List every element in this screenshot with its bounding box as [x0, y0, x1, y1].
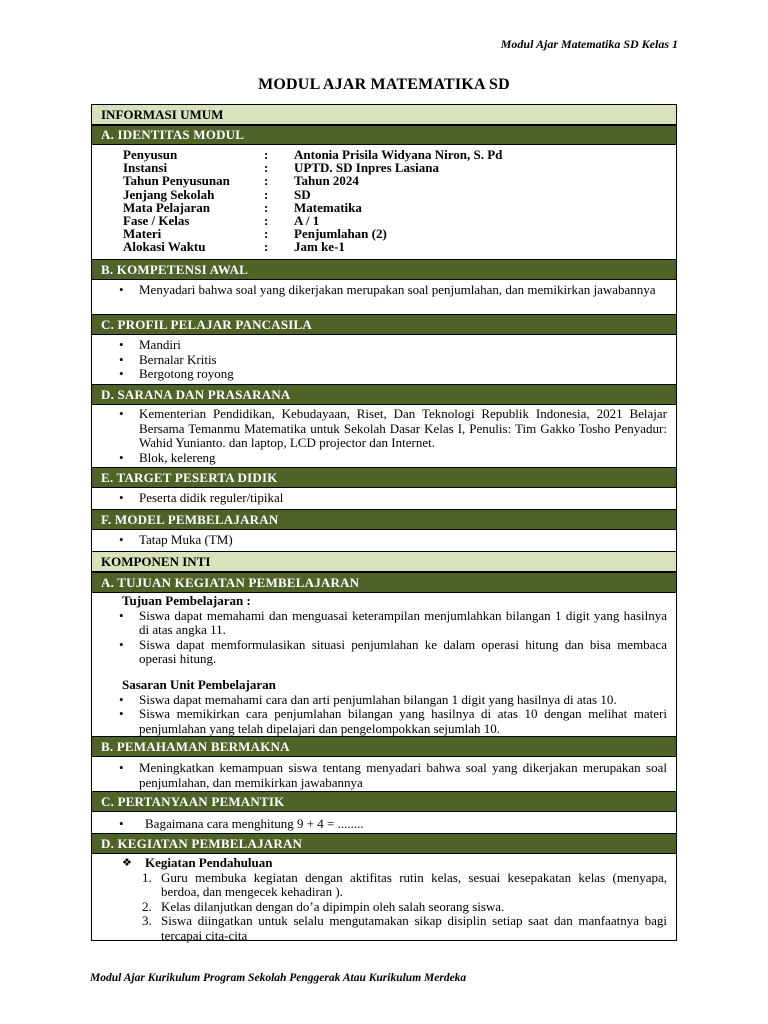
- heading-pertanyaan-pemantik: C. PERTANYAAN PEMANTIK: [91, 791, 677, 812]
- identity-colon: :: [264, 212, 269, 228]
- identity-colon: :: [264, 226, 269, 242]
- identity-value: Penjumlahan (2): [294, 226, 387, 242]
- list-item: • Menyadari bahwa soal yang dikerjakan merupakan soal penjumlahan, dan memikirkan jawabannya: [92, 283, 676, 298]
- heading-pemahaman-bermakna: B. PEMAHAMAN BERMAKNA: [91, 736, 677, 757]
- identity-label: Fase / Kelas: [123, 212, 190, 228]
- page-title: MODUL AJAR MATEMATIKA SD: [258, 76, 510, 93]
- identity-colon: :: [264, 160, 269, 176]
- identity-label: Mata Pelajaran: [123, 199, 211, 215]
- target-content: [92, 491, 676, 506]
- identity-row: [123, 201, 502, 214]
- step-text: Siswa diingatkan untuk selalu mengutamakan sikap disiplin setiap saat dan manfaatnya bagi tercapai cita-cita: [161, 913, 667, 943]
- identity-label: Penyusun: [123, 147, 178, 162]
- identity-value: SD: [294, 186, 311, 202]
- section-informasi-umum: INFORMASI UMUM: [91, 104, 677, 125]
- identity-label: Alokasi Waktu: [123, 239, 206, 255]
- sarana-content: [92, 407, 676, 465]
- model-content: [92, 533, 676, 548]
- identity-colon: :: [264, 239, 269, 255]
- sasaran-label: Sasaran Unit Pembelajaran: [122, 676, 276, 692]
- list-item: • Siswa dapat memahami cara dan arti penjumlahan bilangan 1 digit yang hasilnya di atas 10.: [92, 693, 676, 708]
- identity-colon: :: [264, 186, 269, 202]
- step-number: 3.: [142, 913, 152, 929]
- list-item: • Siswa dapat memahami dan menguasai keterampilan menjumlahkan bilangan 1 digit yang hasilnya di atas angka 11.: [92, 609, 676, 638]
- list-item: • Bagaimana cara menghitung 9 + 4 = ........: [92, 817, 676, 832]
- section-komponen-inti: KOMPONEN INTI: [91, 551, 677, 572]
- running-header: Modul Ajar Matematika SD Kelas 1: [500, 37, 678, 51]
- step-text: Kelas dilanjutkan dengan do’a dipimpin oleh salah seorang siswa.: [161, 898, 505, 914]
- identity-label: Jenjang Sekolah: [123, 186, 215, 202]
- list-item: • Bergotong royong: [92, 367, 676, 382]
- tujuan-content: [92, 594, 676, 736]
- heading-target-peserta: E. TARGET PESERTA DIDIK: [91, 467, 677, 488]
- step-number: 2.: [142, 898, 152, 914]
- identity-row: [123, 240, 502, 253]
- identity-row: [123, 188, 502, 201]
- list-item: • Kementerian Pendidikan, Kebudayaan, Riset, Dan Teknologi Republik Indonesia, 2021 Belajar Bersama Temanmu Matematika untuk Sekolah Dasar Kelas I, Penulis: Tim Gakko Tosho Penyadur: Wahid Yunianto. dan laptop, LCD projector dan Internet.: [92, 407, 676, 451]
- identity-value: A / 1: [294, 212, 320, 228]
- heading-identitas-modul: A. IDENTITAS MODUL: [91, 125, 677, 145]
- identity-table: [123, 148, 502, 254]
- identity-value: Matematika: [294, 199, 362, 215]
- identity-value: Jam ke-1: [294, 239, 345, 255]
- heading-model-pembelajaran: F. MODEL PEMBELAJARAN: [91, 509, 677, 530]
- identity-colon: :: [264, 147, 269, 162]
- list-item: • Siswa memikirkan cara penjumlahan bilangan yang hasilnya di atas 10 dengan melihat materi penjumlahan yang telah dipelajari dan pengelompokkan sejumlah 10.: [92, 707, 676, 736]
- kegiatan-sub-label: Kegiatan Pendahuluan: [145, 855, 273, 870]
- list-item: [92, 900, 676, 915]
- identity-label: Instansi: [123, 160, 168, 176]
- list-item: • Siswa dapat memformulasikan situasi penjumlahan ke dalam operasi hitung dan bisa membaca operasi hitung.: [92, 638, 676, 667]
- heading-tujuan-kegiatan: A. TUJUAN KEGIATAN PEMBELAJARAN: [91, 572, 677, 593]
- identity-label: Tahun Penyusunan: [123, 173, 230, 189]
- heading-sarana-prasarana: D. SARANA DAN PRASARANA: [91, 384, 677, 405]
- list-item: • Meningkatkan kemampuan siswa tentang menyadari bahwa soal yang dikerjakan merupakan soal penjumlahan, dan memikirkan jawabannya: [92, 761, 676, 790]
- identity-value: Antonia Prisila Widyana Niron, S. Pd: [294, 147, 503, 162]
- list-item: • Bernalar Kritis: [92, 353, 676, 368]
- identity-label: Materi: [123, 226, 162, 242]
- identity-colon: :: [264, 173, 269, 189]
- heading-kegiatan-pembelajaran: D. KEGIATAN PEMBELAJARAN: [91, 833, 677, 854]
- tujuan-label: Tujuan Pembelajaran :: [122, 593, 251, 608]
- list-item: [92, 871, 676, 900]
- identity-value: Tahun 2024: [294, 173, 359, 189]
- identity-row: [123, 174, 502, 187]
- diamond-bullet-icon: ❖: [122, 857, 132, 869]
- identity-value: UPTD. SD Inpres Lasiana: [294, 160, 439, 176]
- heading-profil-pelajar: C. PROFIL PELAJAR PANCASILA: [91, 314, 677, 335]
- identity-colon: :: [264, 199, 269, 215]
- kegiatan-content: [92, 856, 676, 944]
- pertanyaan-content: [92, 817, 676, 832]
- step-number: 1.: [142, 869, 152, 885]
- pemahaman-content: [92, 761, 676, 790]
- heading-kompetensi-awal: B. KOMPETENSI AWAL: [91, 259, 677, 280]
- list-item: • Blok, kelereng: [92, 451, 676, 466]
- step-text: Guru membuka kegiatan dengan aktifitas rutin kelas, sesuai kesepakatan kelas (menyapa, berdoa, dan mengecek kehadiran ).: [161, 869, 667, 900]
- kompetensi-awal-content: [92, 283, 676, 298]
- list-item: • Tatap Muka (TM): [92, 533, 676, 548]
- list-item: • Peserta didik reguler/tipikal: [92, 491, 676, 506]
- list-item: • Mandiri: [92, 338, 676, 353]
- list-item: [92, 914, 676, 943]
- running-footer: Modul Ajar Kurikulum Program Sekolah Penggerak Atau Kurikulum Merdeka: [90, 972, 467, 984]
- profil-pelajar-content: [92, 338, 676, 382]
